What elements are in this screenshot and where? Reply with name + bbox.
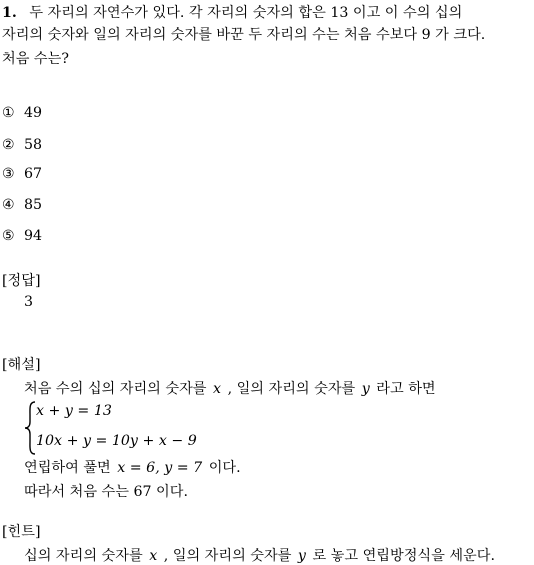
choice-4-mark: ④ [2, 197, 15, 213]
explanation-line-1-post: 라고 하면 [376, 381, 436, 397]
choice-5[interactable] [2, 228, 42, 244]
explanation-line-1-mid: , 일의 자리의 숫자를 [227, 381, 356, 397]
equation-system [24, 401, 244, 454]
hint-variable-x: x [149, 548, 158, 564]
choice-1-value: 49 [24, 105, 43, 121]
variable-y: y [361, 381, 370, 397]
choice-5-mark: ⑤ [2, 228, 15, 244]
choice-1-mark: ① [2, 105, 15, 121]
question-line-1 [2, 2, 462, 22]
choice-5-value: 94 [24, 228, 43, 244]
choice-3-value: 67 [24, 166, 43, 182]
explanation-label: [해설] [2, 357, 41, 373]
choice-3[interactable] [2, 166, 42, 182]
hint-variable-y: y [297, 548, 306, 564]
choice-2[interactable] [2, 137, 42, 153]
question-text-2: 자리의 숫자와 일의 자리의 숫자를 바꾼 두 자리의 수는 처음 수보다 9 가 크다. [2, 27, 486, 43]
hint-text-post: 로 놓고 연립방정식을 세운다. [312, 548, 495, 564]
explanation-line-4-pre: 연립하여 풀면 [24, 460, 111, 476]
hint-text-mid: , 일의 자리의 숫자를 [163, 548, 292, 564]
choice-2-value: 58 [24, 137, 43, 153]
choice-1[interactable] [2, 105, 42, 121]
variable-x: x [213, 381, 222, 397]
question-text-1: 두 자리의 자연수가 있다. 각 자리의 숫자의 합은 13 이고 이 수의 십의 [29, 5, 463, 21]
choice-4[interactable] [2, 197, 42, 213]
answer-label: [정답] [2, 273, 41, 289]
choice-4-value: 85 [24, 197, 43, 213]
solution-values: x = 6, y = 7 [117, 460, 203, 476]
equation-2: 10x + y = 10y + x − 9 [36, 433, 197, 449]
hint-label: [힌트] [2, 524, 41, 540]
explanation-line-1-pre: 처음 수의 십의 자리의 숫자를 [24, 381, 207, 397]
choice-3-mark: ③ [2, 166, 15, 182]
explanation-line-1 [24, 378, 436, 398]
hint-text-pre: 십의 자리의 숫자를 [24, 548, 143, 564]
hint-text [24, 545, 495, 565]
question-number: 1. [2, 5, 17, 21]
question-text-3: 처음 수는? [2, 51, 69, 67]
explanation-line-4 [24, 457, 241, 477]
choice-2-mark: ② [2, 137, 15, 153]
explanation-line-4-post: 이다. [208, 460, 241, 476]
left-brace-icon [24, 401, 36, 455]
answer-value: 3 [24, 294, 34, 310]
explanation-line-5: 따라서 처음 수는 67 이다. [24, 484, 188, 500]
equation-1: x + y = 13 [36, 403, 112, 419]
